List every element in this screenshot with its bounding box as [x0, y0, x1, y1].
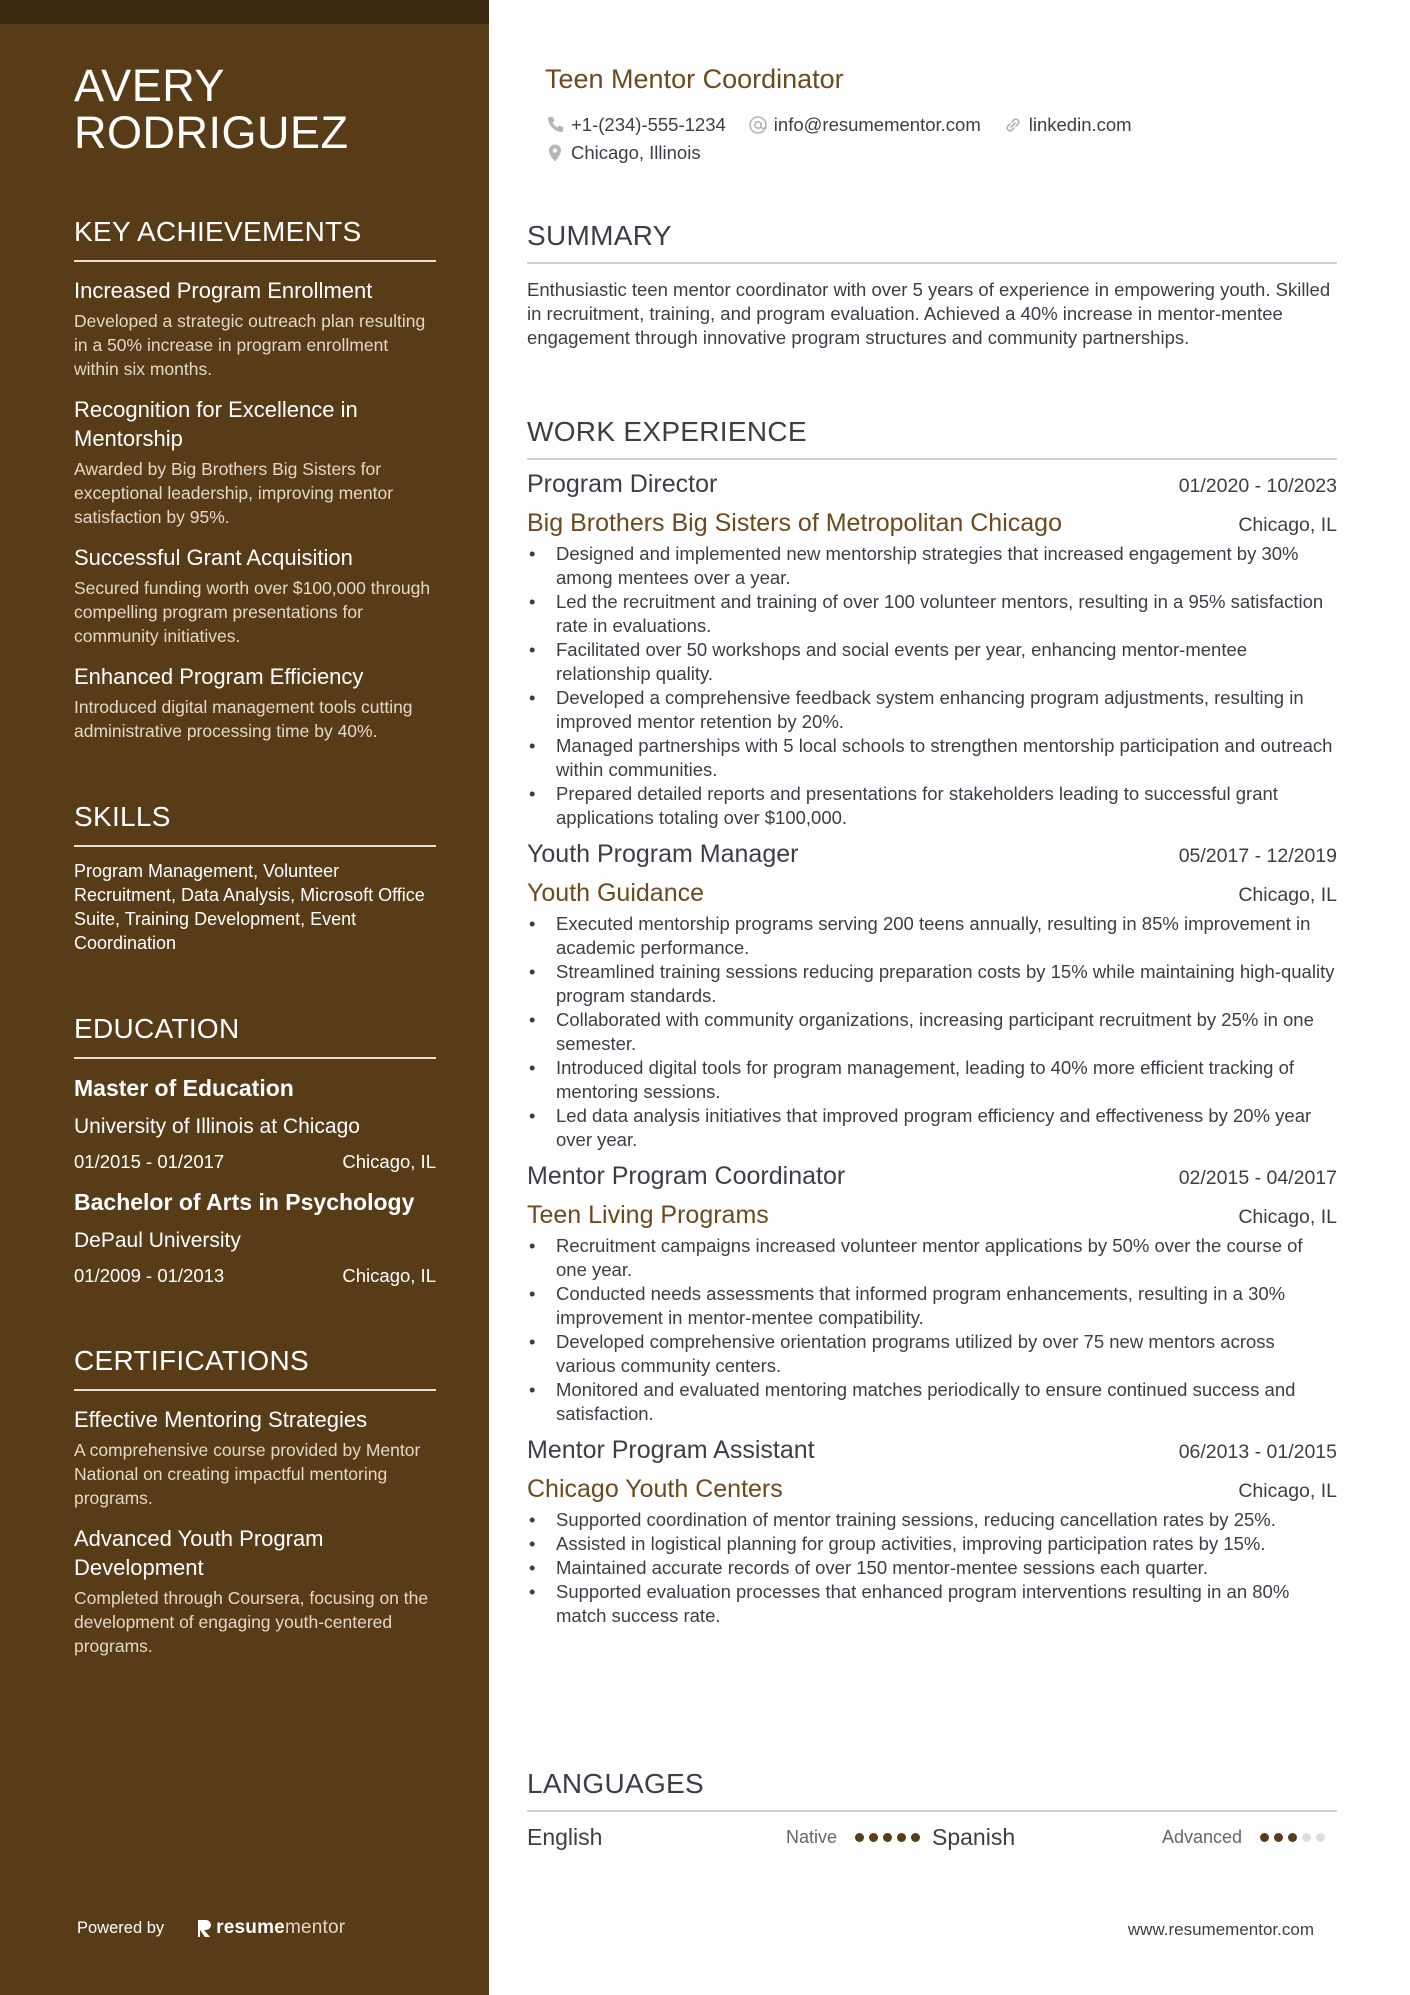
job-bullet: • Designed and implemented new mentorship strategies that increased engagement by 30% among mentees over a year. [527, 542, 1337, 590]
education-location: Chicago, IL [342, 1265, 436, 1286]
candidate-name [74, 62, 436, 156]
footer-url[interactable]: www.resumementor.com [1127, 1920, 1314, 1939]
education-item [74, 1073, 436, 1173]
education-heading: EDUCATION [74, 1013, 436, 1059]
job-bullet: • Assisted in logistical planning for group activities, improving participation rates by 15%. [527, 1532, 1337, 1556]
work-experience-section [527, 416, 1337, 1628]
job-bullet: • Maintained accurate records of over 150 mentor-mentee sessions each quarter. [527, 1556, 1337, 1580]
powered-by-label: Powered by [77, 1918, 165, 1937]
job-entry [527, 470, 1337, 830]
summary-text: Enthusiastic teen mentor coordinator with over 5 years of experience in empowering youth. Skilled in recruitment, training, and program evaluation. Achieved a 40% increase in mentor-mentee engagement through innovative program structures and community partnerships. [527, 279, 1331, 348]
job-bullet: • Prepared detailed reports and presentations for stakeholders leading to successful grant applications totaling over $100,000. [527, 782, 1337, 830]
certifications-section [74, 1345, 436, 1658]
job-bullets [527, 1508, 1337, 1628]
job-bullets [527, 912, 1337, 1152]
job-company-row [527, 879, 1337, 908]
job-bullet: • Managed partnerships with 5 local schools to strengthen mentorship participation and outreach within communities. [527, 734, 1337, 782]
summary-section [527, 220, 1337, 350]
achievement-desc: Secured funding worth over $100,000 through compelling program presentations for community initiatives. [74, 578, 431, 646]
job-bullet: • Led data analysis initiatives that improved program efficiency and effectiveness by 20% year over year. [527, 1104, 1337, 1152]
certification-desc: A comprehensive course provided by Mentor National on creating impactful mentoring programs. [74, 1440, 421, 1508]
education-section [74, 1013, 436, 1287]
education-degree: Bachelor of Arts in Psychology [74, 1189, 415, 1215]
achievement-item [74, 662, 436, 743]
job-company: Chicago Youth Centers [527, 1475, 783, 1503]
certification-desc: Completed through Coursera, focusing on the development of engaging youth-centered programs. [74, 1588, 429, 1656]
job-bullets [527, 1234, 1337, 1426]
achievements-heading: KEY ACHIEVEMENTS [74, 216, 436, 262]
education-school: University of Illinois at Chicago [74, 1115, 360, 1138]
job-bullet: • Executed mentorship programs serving 200 teens annually, resulting in 85% improvement in academic performance. [527, 912, 1337, 960]
job-title: Teen Mentor Coordinator [545, 64, 844, 94]
linkedin-text: linkedin.com [1028, 114, 1132, 135]
achievement-title: Enhanced Program Efficiency [74, 664, 364, 689]
rating-dot [897, 1833, 906, 1842]
job-entry [527, 1162, 1337, 1426]
job-role: Mentor Program Assistant [527, 1436, 815, 1464]
email-text: info@resumementor.com [773, 114, 981, 135]
certification-title: Effective Mentoring Strategies [74, 1407, 368, 1432]
certification-item [74, 1405, 436, 1510]
education-dates: 01/2015 - 01/2017 [74, 1151, 225, 1172]
job-bullet: • Conducted needs assessments that informed program enhancements, resulting in a 30% improvement in mentor-mentee compatibility. [527, 1282, 1337, 1330]
job-location: Chicago, IL [1238, 1206, 1337, 1228]
job-header [527, 840, 1337, 869]
contact-location [545, 142, 701, 164]
language-item [527, 1824, 932, 1851]
job-location: Chicago, IL [1238, 514, 1337, 536]
job-header [527, 1436, 1337, 1465]
skills-heading: SKILLS [74, 801, 436, 847]
location-pin-icon [545, 143, 565, 163]
resumementor-logo[interactable] [196, 1917, 345, 1939]
job-dates: 01/2020 - 10/2023 [1178, 475, 1337, 497]
name-last: RODRIGUEZ [74, 107, 349, 158]
job-bullet: • Introduced digital tools for program management, leading to 40% more efficient tracking of mentoring sessions. [527, 1056, 1337, 1104]
job-bullet: • Led the recruitment and training of over 100 volunteer mentors, resulting in a 95% satisfaction rate in evaluations. [527, 590, 1337, 638]
contact-email[interactable] [748, 114, 981, 136]
rating-dot [1274, 1833, 1283, 1842]
job-company: Teen Living Programs [527, 1201, 769, 1229]
job-bullet: • Developed a comprehensive feedback system enhancing program adjustments, resulting in improved mentor retention by 20%. [527, 686, 1337, 734]
language-level: Advanced [1161, 1827, 1242, 1847]
language-item [932, 1824, 1337, 1851]
achievement-item [74, 395, 436, 529]
sidebar-content [74, 62, 436, 1658]
achievement-title: Increased Program Enrollment [74, 278, 373, 303]
job-bullets [527, 542, 1337, 830]
logo-text-bold: resume [216, 1917, 285, 1938]
phone-text: +1-(234)-555-1234 [571, 114, 726, 135]
logo-text-light: mentor [284, 1917, 346, 1938]
job-bullet: • Collaborated with community organizations, increasing participant recruitment by 25% in one semester. [527, 1008, 1337, 1056]
rating-dot [1302, 1833, 1311, 1842]
job-role: Mentor Program Coordinator [527, 1162, 846, 1190]
achievement-title: Recognition for Excellence in Mentorship [74, 397, 358, 451]
job-bullet: • Monitored and evaluated mentoring matches periodically to ensure continued success and satisfaction. [527, 1378, 1337, 1426]
job-company-row [527, 509, 1337, 538]
rating-dot [883, 1833, 892, 1842]
job-header [527, 470, 1337, 499]
job-entry [527, 1436, 1337, 1628]
education-degree: Master of Education [74, 1075, 294, 1101]
contact-linkedin[interactable] [1003, 114, 1132, 136]
rating-dot [855, 1833, 864, 1842]
languages-section [527, 1768, 1337, 1851]
achievement-item [74, 543, 436, 648]
language-name: Spanish [932, 1824, 1016, 1850]
job-location: Chicago, IL [1238, 1480, 1337, 1502]
work-heading: WORK EXPERIENCE [527, 416, 1337, 460]
job-company-row [527, 1475, 1337, 1504]
skills-section [74, 801, 436, 955]
achievement-desc: Introduced digital management tools cutting administrative processing time by 40%. [74, 697, 413, 741]
contact-phone[interactable] [545, 114, 726, 136]
language-level: Native [785, 1827, 837, 1847]
job-bullet: • Recruitment campaigns increased volunteer mentor applications by 50% over the course of one year. [527, 1234, 1337, 1282]
job-location: Chicago, IL [1238, 884, 1337, 906]
rating-dot [1316, 1833, 1325, 1842]
achievement-title: Successful Grant Acquisition [74, 545, 353, 570]
job-dates: 02/2015 - 04/2017 [1178, 1167, 1337, 1189]
location-text: Chicago, Illinois [571, 142, 701, 163]
job-bullet: • Streamlined training sessions reducing preparation costs by 15% while maintaining high-quality program standards. [527, 960, 1337, 1008]
powered-by [77, 1917, 345, 1939]
rating-dot [911, 1833, 920, 1842]
job-role: Youth Program Manager [527, 840, 799, 868]
achievements-section [74, 216, 436, 743]
job-dates: 06/2013 - 01/2015 [1178, 1441, 1337, 1463]
certifications-heading: CERTIFICATIONS [74, 1345, 436, 1391]
certification-item [74, 1524, 436, 1658]
resumementor-logo-icon [196, 1918, 212, 1938]
summary-heading: SUMMARY [527, 220, 1337, 264]
rating-dot [1288, 1833, 1297, 1842]
languages-heading: LANGUAGES [527, 1768, 1337, 1812]
job-role: Program Director [527, 470, 718, 498]
achievement-item [74, 276, 436, 381]
certification-title: Advanced Youth Program Development [74, 1526, 324, 1580]
name-first: AVERY [74, 60, 225, 111]
achievement-desc: Developed a strategic outreach plan resulting in a 50% increase in program enrollment within six months. [74, 311, 426, 379]
education-item [74, 1187, 436, 1287]
language-name: English [527, 1824, 603, 1850]
job-header [527, 1162, 1337, 1191]
education-meta [74, 1265, 436, 1287]
job-company-row [527, 1201, 1337, 1230]
job-company: Youth Guidance [527, 879, 705, 907]
phone-icon [545, 115, 565, 135]
job-company: Big Brothers Big Sisters of Metropolitan Chicago [527, 509, 1062, 537]
sidebar-top-band [0, 0, 489, 24]
skills-list: Program Management, Volunteer Recruitment, Data Analysis, Microsoft Office Suite, Training Development, Event Coordination [74, 861, 425, 953]
job-bullet: • Developed comprehensive orientation programs utilized by over 75 new mentors across various community centers. [527, 1330, 1337, 1378]
language-rating [1260, 1833, 1330, 1842]
job-dates: 05/2017 - 12/2019 [1178, 845, 1337, 867]
job-bullet: • Supported coordination of mentor training sessions, reducing cancellation rates by 25%. [527, 1508, 1337, 1532]
job-bullet: • Facilitated over 50 workshops and social events per year, enhancing mentor-mentee relationship quality. [527, 638, 1337, 686]
link-icon [1003, 115, 1023, 135]
education-location: Chicago, IL [342, 1151, 436, 1172]
sidebar [0, 0, 489, 1995]
rating-dot [869, 1833, 878, 1842]
at-icon [748, 115, 768, 135]
job-entry [527, 840, 1337, 1152]
language-rating [855, 1833, 925, 1842]
contact-info [545, 112, 1305, 168]
job-bullet: • Supported evaluation processes that enhanced program interventions resulting in an 80% match success rate. [527, 1580, 1337, 1628]
achievement-desc: Awarded by Big Brothers Big Sisters for exceptional leadership, improving mentor satisfaction by 95%. [74, 459, 394, 527]
education-school: DePaul University [74, 1229, 241, 1252]
rating-dot [1260, 1833, 1269, 1842]
education-meta [74, 1151, 436, 1173]
education-dates: 01/2009 - 01/2013 [74, 1265, 225, 1286]
